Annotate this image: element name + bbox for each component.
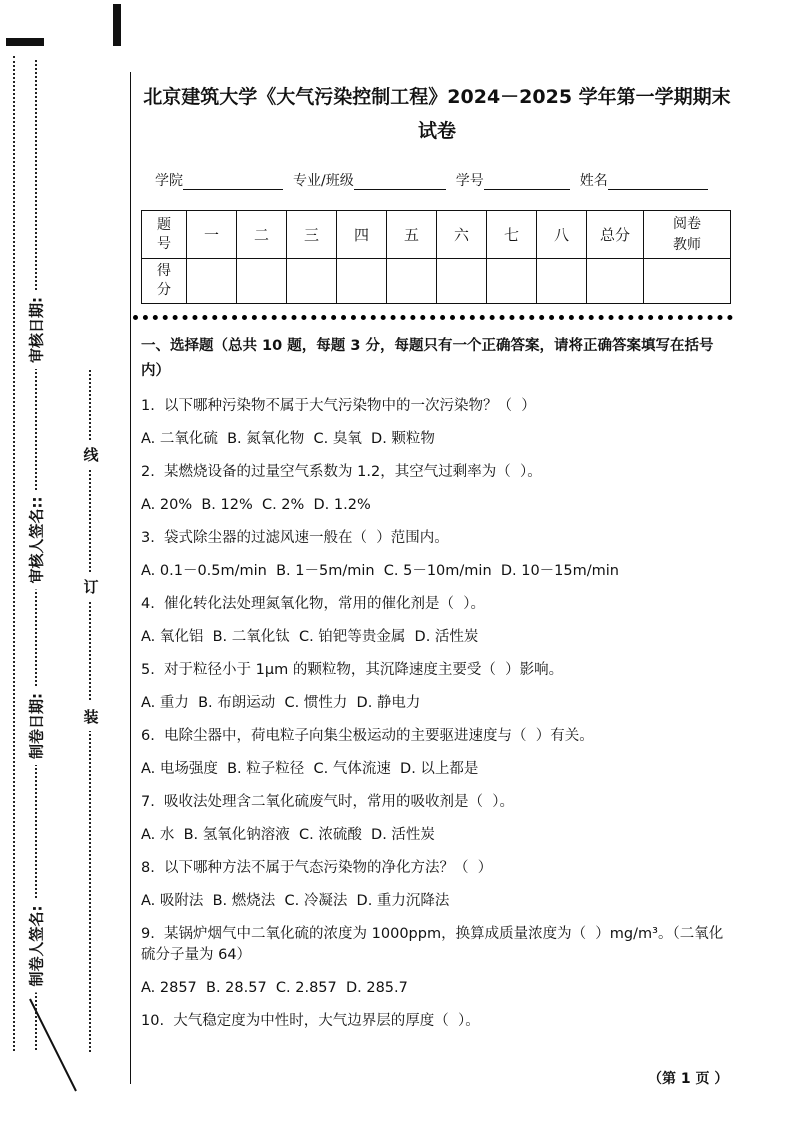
registration-mark-horizontal	[6, 38, 44, 46]
page-title: 北京建筑大学《大气污染控制工程》2024－2025 学年第一学期期末试卷	[143, 86, 731, 142]
exam-content	[141, 80, 733, 1044]
col-5: 五	[387, 211, 437, 259]
student-info-line	[141, 170, 733, 190]
question-7: 7. 吸收法处理含二氧化硫废气时，常用的吸收剂是（ ）。	[141, 794, 515, 810]
binding-char-line: 线	[81, 440, 101, 469]
grader-label-cell	[644, 211, 731, 259]
score-label: 得分	[157, 263, 171, 298]
question-9-options: A. 2857 B. 28.57 C. 2.857 D. 285.7	[141, 980, 408, 996]
school-blank	[183, 173, 283, 190]
review-signature-label: 审核人签名::	[24, 491, 49, 590]
registration-mark-vertical	[113, 4, 121, 46]
question-8: 8. 以下哪种方法不属于气态污染物的净化方法？（ ）	[141, 860, 493, 876]
question-6-options: A. 电场强度 B. 粒子粒径 C. 气体流速 D. 以上都是	[141, 761, 479, 777]
school-label: 学院	[155, 173, 183, 189]
question-number-label-cell	[142, 211, 187, 259]
question-3-options: A. 0.1－0.5m/min B. 1－5m/min C. 5－10m/min D. 10－15m/min	[141, 563, 619, 579]
question-10: 10. 大气稳定度为中性时，大气边界层的厚度（ ）。	[141, 1013, 480, 1029]
question-2-options: A. 20% B. 12% C. 2% D. 1.2%	[141, 497, 371, 513]
score-cell-3	[287, 259, 337, 304]
score-cell-2	[237, 259, 287, 304]
paper-maker-signature-label: 制卷人签名:	[24, 900, 49, 993]
question-4-options: A. 氧化铝 B. 二氧化钛 C. 铂钯等贵金属 D. 活性炭	[141, 629, 479, 645]
score-cell-5	[387, 259, 437, 304]
student-id-blank	[484, 173, 570, 190]
score-label-cell	[142, 259, 187, 304]
col-8: 八	[537, 211, 587, 259]
score-cell-total	[587, 259, 644, 304]
col-6: 六	[437, 211, 487, 259]
dotted-separator	[133, 315, 733, 320]
question-8-options: A. 吸附法 B. 燃烧法 C. 冷凝法 D. 重力沉降法	[141, 893, 450, 909]
score-cell-8	[537, 259, 587, 304]
col-total: 总分	[587, 211, 644, 259]
binding-char-zhuang: 装	[81, 702, 101, 731]
major-class-label: 专业/班级	[293, 173, 354, 189]
review-date-label: 审核日期:	[24, 291, 49, 369]
score-cell-grader	[644, 259, 731, 304]
col-2: 二	[237, 211, 287, 259]
score-cell-4	[337, 259, 387, 304]
question-1: 1. 以下哪种污染物不属于大气污染物中的一次污染物？（ ）	[141, 398, 536, 414]
page-number: （第 1 页 ）	[648, 1071, 729, 1087]
question-9: 9. 某锅炉烟气中二氧化硫的浓度为 1000ppm，换算成质量浓度为（ ）mg/m³。（二氧化硫分子量为 64）	[141, 926, 724, 963]
score-cell-1	[187, 259, 237, 304]
paper-made-date-label: 制卷日期:	[24, 687, 49, 765]
question-3: 3. 袋式除尘器的过滤风速一般在（ ）范围内。	[141, 530, 449, 546]
question-2: 2. 某燃烧设备的过量空气系数为 1.2，其空气过剩率为（ ）。	[141, 464, 542, 480]
grader-label: 阅卷教师	[673, 216, 701, 253]
question-5-options: A. 重力 B. 布朗运动 C. 惯性力 D. 静电力	[141, 695, 421, 711]
col-3: 三	[287, 211, 337, 259]
student-id-label: 学号	[455, 173, 484, 189]
score-table-score-row	[142, 259, 731, 304]
question-7-options: A. 水 B. 氢氧化钠溶液 C. 浓硫酸 D. 活性炭	[141, 827, 435, 843]
score-cell-7	[487, 259, 537, 304]
question-5: 5. 对于粒径小于 1μm 的颗粒物，其沉降速度主要受（ ）影响。	[141, 662, 564, 678]
name-blank	[608, 173, 708, 190]
col-4: 四	[337, 211, 387, 259]
score-cell-6	[437, 259, 487, 304]
binding-char-ding: 订	[81, 572, 101, 601]
col-7: 七	[487, 211, 537, 259]
question-1-options: A. 二氧化硫 B. 氮氧化物 C. 臭氧 D. 颗粒物	[141, 431, 435, 447]
score-table-header-row	[142, 211, 731, 259]
question-4: 4. 催化转化法处理氮氧化物，常用的催化剂是（ ）。	[141, 596, 486, 612]
major-class-blank	[354, 173, 446, 190]
section-heading: 一、选择题（总共 10 题，每题 3 分，每题只有一个正确答案，请将正确答案填写在括号内）	[141, 338, 714, 379]
question-6: 6. 电除尘器中，荷电粒子向集尘极运动的主要驱进速度与（ ）有关。	[141, 728, 594, 744]
seal-dotted-line-outer	[13, 56, 15, 1051]
col-1: 一	[187, 211, 237, 259]
content-left-rule	[130, 72, 131, 1084]
question-number-label: 题号	[157, 216, 171, 252]
diagonal-stroke	[18, 995, 84, 1095]
name-label: 姓名	[579, 173, 608, 189]
score-table	[141, 210, 731, 304]
